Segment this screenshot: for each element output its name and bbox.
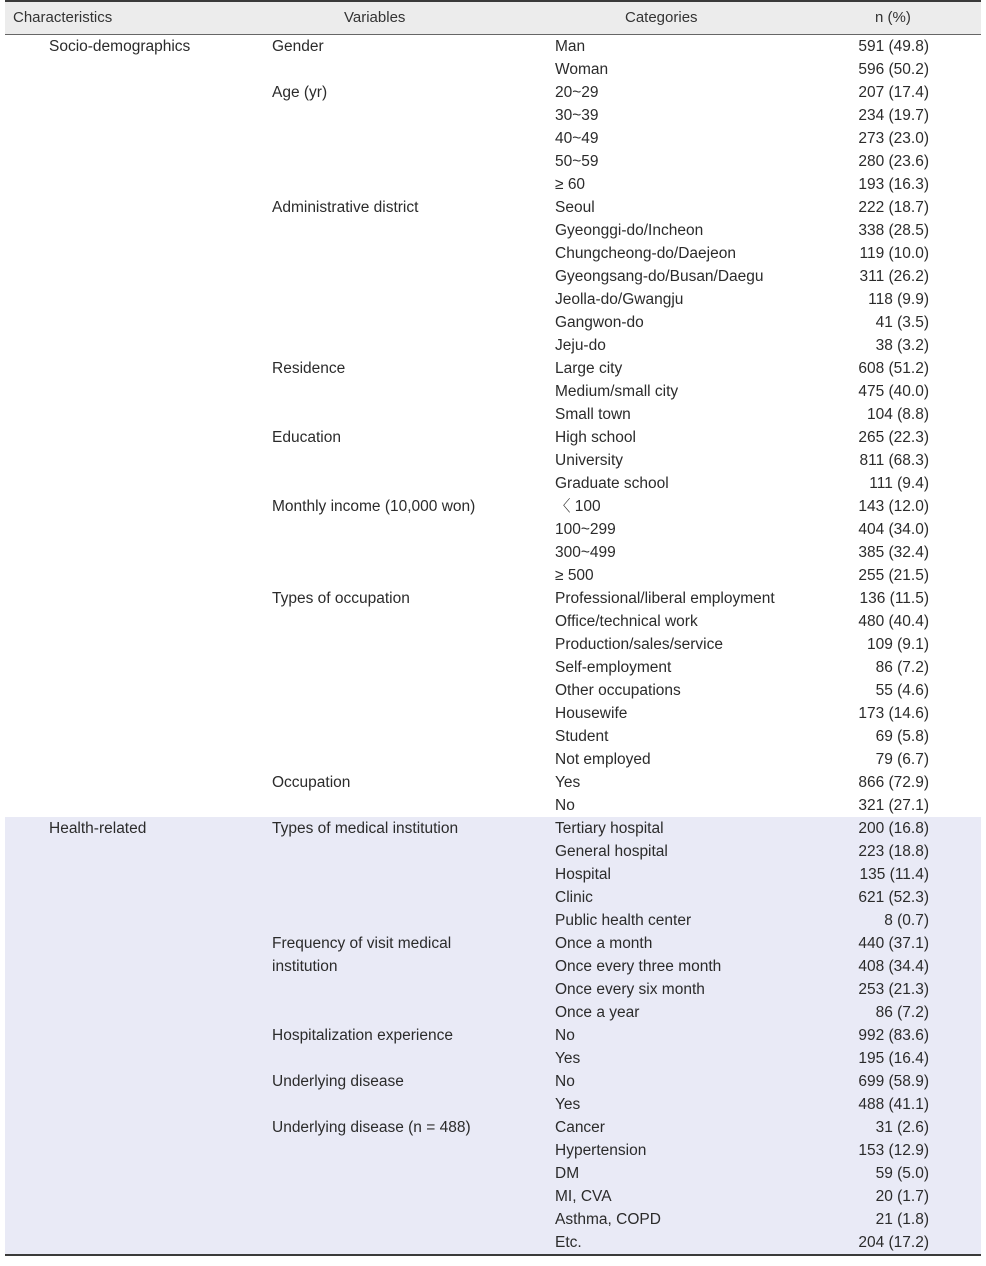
n-percent-cell: 311 (26.2) (859, 268, 929, 285)
category-cell: Etc. (555, 1234, 582, 1251)
table-row (5, 495, 981, 518)
table-row (5, 1001, 981, 1024)
category-cell: Production/sales/service (555, 636, 723, 653)
category-cell: Public health center (555, 912, 692, 929)
n-percent-cell: 193 (16.3) (858, 176, 929, 193)
header-categories: Categories (625, 9, 698, 26)
table-row (5, 1093, 981, 1116)
table-row (5, 909, 981, 932)
n-percent-cell: 86 (7.2) (875, 659, 929, 676)
n-percent-cell: 79 (6.7) (875, 751, 929, 768)
section-socio-demographics (5, 35, 981, 817)
category-cell: High school (555, 429, 636, 446)
n-percent-cell: 207 (17.4) (858, 84, 929, 101)
table-row (5, 127, 981, 150)
category-cell: Other occupations (555, 682, 681, 699)
variable-cell: Residence (272, 360, 346, 377)
table-row (5, 1047, 981, 1070)
n-percent-cell: 992 (83.6) (858, 1027, 929, 1044)
n-percent-cell: 8 (0.7) (884, 912, 929, 929)
n-percent-cell: 866 (72.9) (858, 774, 929, 791)
n-percent-cell: 21 (1.8) (875, 1211, 929, 1228)
table-row (5, 150, 981, 173)
characteristic-label: Socio-demographics (49, 38, 191, 55)
n-percent-cell: 55 (4.6) (875, 682, 929, 699)
n-percent-cell: 475 (40.0) (858, 383, 929, 400)
table-row (5, 104, 981, 127)
n-percent-cell: 86 (7.2) (875, 1004, 929, 1021)
table-row (5, 1231, 981, 1254)
table-row (5, 794, 981, 817)
category-cell: 300~499 (555, 544, 616, 561)
table-row (5, 610, 981, 633)
n-percent-cell: 222 (18.7) (858, 199, 929, 216)
n-percent-cell: 591 (49.8) (858, 38, 929, 55)
table-row (5, 771, 981, 794)
header-characteristics: Characteristics (13, 9, 113, 26)
category-cell: ≥ 500 (555, 567, 594, 584)
table-row (5, 748, 981, 771)
variable-cell: institution (272, 958, 338, 975)
category-cell: Large city (555, 360, 623, 377)
table-row (5, 955, 981, 978)
variable-cell: Underlying disease (n = 488) (272, 1119, 471, 1136)
data-table (5, 0, 981, 1256)
n-percent-cell: 31 (2.6) (875, 1119, 929, 1136)
category-cell: Graduate school (555, 475, 669, 492)
n-percent-cell: 596 (50.2) (858, 61, 929, 78)
category-cell: Gyeonggi-do/Incheon (555, 222, 704, 239)
category-cell: Once a month (555, 935, 653, 952)
n-percent-cell: 204 (17.2) (858, 1234, 929, 1251)
n-percent-cell: 109 (9.1) (866, 636, 929, 653)
n-percent-cell: 153 (12.9) (858, 1142, 929, 1159)
n-percent-cell: 59 (5.0) (875, 1165, 929, 1182)
table-row (5, 472, 981, 495)
table-row (5, 265, 981, 288)
category-cell: Professional/liberal employment (555, 590, 775, 607)
variable-cell: Monthly income (10,000 won) (272, 498, 476, 515)
category-cell: Medium/small city (555, 383, 679, 400)
category-cell: 50~59 (555, 153, 599, 170)
table-row (5, 978, 981, 1001)
n-percent-cell: 699 (58.9) (858, 1073, 929, 1090)
category-cell: Yes (555, 1096, 581, 1113)
table-row (5, 656, 981, 679)
table-row (5, 1139, 981, 1162)
category-cell: Student (555, 728, 609, 745)
category-cell: Seoul (555, 199, 595, 216)
table-row (5, 219, 981, 242)
category-cell: Gyeongsang-do/Busan/Daegu (555, 268, 764, 285)
table-body (5, 35, 981, 1256)
category-cell: University (555, 452, 624, 469)
table-row (5, 311, 981, 334)
table-row (5, 35, 981, 58)
table-row (5, 449, 981, 472)
category-cell: Yes (555, 774, 581, 791)
category-cell: Hypertension (555, 1142, 647, 1159)
table-row (5, 173, 981, 196)
variable-cell: Gender (272, 38, 324, 55)
table-row (5, 288, 981, 311)
table-row (5, 932, 981, 955)
section-health-related (5, 817, 981, 1256)
n-percent-cell: 135 (11.4) (859, 866, 929, 883)
variable-cell: Underlying disease (272, 1073, 404, 1090)
n-percent-cell: 136 (11.5) (859, 590, 929, 607)
table-row (5, 863, 981, 886)
table-row (5, 1162, 981, 1185)
variable-cell: Administrative district (272, 199, 419, 216)
table-row (5, 380, 981, 403)
n-percent-cell: 408 (34.4) (858, 958, 929, 975)
n-percent-cell: 119 (10.0) (859, 245, 929, 262)
n-percent-cell: 404 (34.0) (858, 521, 929, 538)
n-percent-cell: 385 (32.4) (858, 544, 929, 561)
category-cell: Man (555, 38, 586, 55)
category-cell: No (555, 797, 575, 814)
variable-cell: Age (yr) (272, 84, 328, 101)
category-cell: Cancer (555, 1119, 605, 1136)
table-row (5, 541, 981, 564)
category-cell: Tertiary hospital (555, 820, 664, 837)
table-row (5, 1024, 981, 1047)
n-percent-cell: 69 (5.8) (875, 728, 929, 745)
table-row (5, 334, 981, 357)
variable-cell: Types of occupation (272, 590, 410, 607)
n-percent-cell: 173 (14.6) (858, 705, 929, 722)
table-row (5, 1070, 981, 1093)
n-percent-cell: 265 (22.3) (858, 429, 929, 446)
n-percent-cell: 143 (12.0) (858, 498, 929, 515)
category-cell: Chungcheong-do/Daejeon (555, 245, 736, 262)
n-percent-cell: 111 (9.4) (869, 475, 929, 492)
category-cell: General hospital (555, 843, 668, 860)
table-row (5, 633, 981, 656)
table-row (5, 564, 981, 587)
header-variables: Variables (344, 9, 406, 26)
table-row (5, 1208, 981, 1231)
table-row (5, 1116, 981, 1139)
table-row (5, 886, 981, 909)
category-cell: Jeolla-do/Gwangju (555, 291, 684, 308)
n-percent-cell: 280 (23.6) (858, 153, 929, 170)
n-percent-cell: 41 (3.5) (875, 314, 929, 331)
table-row (5, 817, 981, 840)
category-cell: Jeju-do (555, 337, 606, 354)
n-percent-cell: 338 (28.5) (858, 222, 929, 239)
n-percent-cell: 321 (27.1) (858, 797, 929, 814)
characteristic-label: Health-related (49, 820, 147, 837)
table-row (5, 702, 981, 725)
table-row (5, 426, 981, 449)
header-n-percent: n (%) (875, 9, 911, 26)
n-percent-cell: 811 (68.3) (859, 452, 929, 469)
category-cell: 40~49 (555, 130, 599, 147)
n-percent-cell: 234 (19.7) (858, 107, 929, 124)
n-percent-cell: 255 (21.5) (858, 567, 929, 584)
category-cell: No (555, 1027, 575, 1044)
variable-cell: Frequency of visit medical (272, 935, 452, 952)
n-percent-cell: 253 (21.3) (858, 981, 929, 998)
table-row (5, 58, 981, 81)
n-percent-cell: 440 (37.1) (858, 935, 929, 952)
table-row (5, 518, 981, 541)
variable-cell: Hospitalization experience (272, 1027, 453, 1044)
category-cell: Once every six month (555, 981, 705, 998)
table-row (5, 81, 981, 104)
n-percent-cell: 480 (40.4) (858, 613, 929, 630)
n-percent-cell: 273 (23.0) (858, 130, 929, 147)
category-cell: Small town (555, 406, 631, 423)
category-cell: Once a year (555, 1004, 640, 1021)
category-cell: DM (555, 1165, 580, 1182)
variable-cell: Occupation (272, 774, 351, 791)
table-row (5, 357, 981, 380)
n-percent-cell: 38 (3.2) (875, 337, 929, 354)
category-cell: Hospital (555, 866, 611, 883)
category-cell: Housewife (555, 705, 628, 722)
n-percent-cell: 195 (16.4) (858, 1050, 929, 1067)
n-percent-cell: 118 (9.9) (868, 291, 929, 308)
category-cell: 100~299 (555, 521, 616, 538)
n-percent-cell: 621 (52.3) (858, 889, 929, 906)
category-cell: Woman (555, 61, 609, 78)
n-percent-cell: 20 (1.7) (875, 1188, 929, 1205)
table-row (5, 403, 981, 426)
category-cell: Self-employment (555, 659, 672, 676)
category-cell: Clinic (555, 889, 593, 906)
category-cell: 30~39 (555, 107, 599, 124)
category-cell: Gangwon-do (555, 314, 644, 331)
category-cell: No (555, 1073, 575, 1090)
category-cell: 20~29 (555, 84, 599, 101)
category-cell: ≥ 60 (555, 176, 586, 193)
table-row (5, 840, 981, 863)
table-row (5, 725, 981, 748)
variable-cell: Types of medical institution (272, 820, 459, 837)
n-percent-cell: 223 (18.8) (858, 843, 929, 860)
variable-cell: Education (272, 429, 341, 446)
table-row (5, 587, 981, 610)
category-cell: Not employed (555, 751, 651, 768)
table-row (5, 196, 981, 219)
n-percent-cell: 608 (51.2) (858, 360, 929, 377)
n-percent-cell: 488 (41.1) (858, 1096, 929, 1113)
table-row (5, 242, 981, 265)
category-cell: Once every three month (555, 958, 722, 975)
table-header (5, 0, 981, 35)
category-cell: Asthma, COPD (555, 1211, 661, 1228)
category-cell: Office/technical work (555, 613, 698, 630)
n-percent-cell: 200 (16.8) (858, 820, 929, 837)
category-cell: Yes (555, 1050, 581, 1067)
category-cell: MI, CVA (555, 1188, 612, 1205)
category-cell: 〈 100 (555, 498, 601, 515)
n-percent-cell: 104 (8.8) (866, 406, 929, 423)
table-row (5, 679, 981, 702)
table-row (5, 1185, 981, 1208)
